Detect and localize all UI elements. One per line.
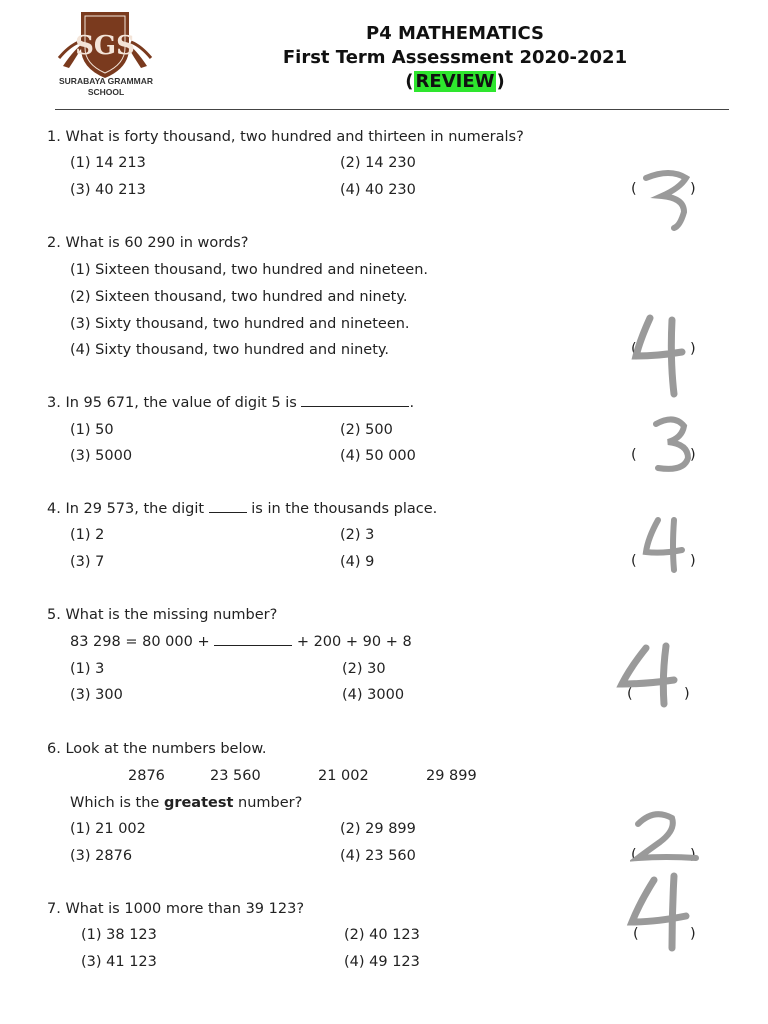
q5-option-4: (4) 3000 xyxy=(342,687,405,703)
q7-option-4: (4) 49 123 xyxy=(344,954,420,970)
school-logo xyxy=(55,8,155,80)
q3-answer-open: ( xyxy=(631,447,637,463)
q2-handwritten-answer xyxy=(628,310,688,400)
q6-answer-close: ) xyxy=(690,847,696,863)
q5-blank xyxy=(214,633,292,646)
q4-blank xyxy=(209,500,247,513)
q1-answer-close: ) xyxy=(690,181,696,197)
logo-letters: SGS xyxy=(75,31,135,61)
q6-option-4: (4) 23 560 xyxy=(340,848,416,864)
q6-option-1: (1) 21 002 xyxy=(70,821,146,837)
q3-option-3: (3) 5000 xyxy=(70,448,133,464)
q3-handwritten-answer xyxy=(648,414,696,474)
q7-answer-open: ( xyxy=(633,926,639,942)
school-name-line2: SCHOOL xyxy=(87,87,125,97)
question-5-stem: 5. What is the missing number? xyxy=(47,607,278,623)
q2-answer-close: ) xyxy=(690,341,696,357)
q5-answer-open: ( xyxy=(627,686,633,702)
q6-answer-open: ( xyxy=(631,847,637,863)
q4-answer-close: ) xyxy=(690,553,696,569)
q6-option-2: (2) 29 899 xyxy=(340,821,416,837)
q6-option-3: (3) 2876 xyxy=(70,848,133,864)
q1-option-2: (2) 14 230 xyxy=(340,155,416,171)
q5-option-1: (1) 3 xyxy=(70,661,105,677)
q1-option-4: (4) 40 230 xyxy=(340,182,416,198)
q5-equation: 83 298 = 80 000 + + 200 + 90 + 8 xyxy=(70,634,412,650)
q3-answer-close: ) xyxy=(690,447,696,463)
q3-option-1: (1) 50 xyxy=(70,422,114,438)
question-3-stem: 3. In 95 671, the value of digit 5 is . xyxy=(47,395,415,411)
q7-option-3: (3) 41 123 xyxy=(81,954,157,970)
school-name-line1: SURABAYA GRAMMAR xyxy=(59,76,153,86)
q7-answer-close: ) xyxy=(690,926,696,942)
q6-prompt: Which is the greatest number? xyxy=(70,795,303,811)
q3-option-4: (4) 50 000 xyxy=(340,448,416,464)
q5-answer-close: ) xyxy=(684,686,690,702)
q4-option-3: (3) 7 xyxy=(70,554,105,570)
question-1-stem: 1. What is forty thousand, two hundred and thirteen in numerals? xyxy=(47,129,524,145)
q5-option-3: (3) 300 xyxy=(70,687,123,703)
q2-option-1: (1) Sixteen thousand, two hundred and nineteen. xyxy=(70,262,428,278)
q4-option-4: (4) 9 xyxy=(340,554,375,570)
page-title: P4 MATHEMATICS xyxy=(366,23,544,44)
q4-handwritten-answer xyxy=(640,514,688,574)
page-subtitle: First Term Assessment 2020-2021 xyxy=(282,47,628,68)
q6-number-4: 29 899 xyxy=(426,768,477,784)
question-7-stem: 7. What is 1000 more than 39 123? xyxy=(47,901,305,917)
q1-option-1: (1) 14 213 xyxy=(70,155,146,171)
q6-number-3: 21 002 xyxy=(318,768,369,784)
question-6-stem: 6. Look at the numbers below. xyxy=(47,741,267,757)
q6-number-2: 23 560 xyxy=(210,768,261,784)
review-highlight: REVIEW xyxy=(415,71,495,92)
q2-option-4: (4) Sixty thousand, two hundred and ninety. xyxy=(70,342,390,358)
q2-option-2: (2) Sixteen thousand, two hundred and ninety. xyxy=(70,289,408,305)
q3-option-2: (2) 500 xyxy=(340,422,393,438)
q1-handwritten-answer xyxy=(640,168,696,232)
q4-option-2: (2) 3 xyxy=(340,527,375,543)
q4-answer-open: ( xyxy=(631,553,637,569)
q5-handwritten-answer xyxy=(616,642,680,708)
q3-blank xyxy=(301,394,409,407)
q6-number-1: 2876 xyxy=(128,768,165,784)
question-2-stem: 2. What is 60 290 in words? xyxy=(47,235,249,251)
q4-option-1: (1) 2 xyxy=(70,527,105,543)
q5-option-2: (2) 30 xyxy=(342,661,386,677)
header-divider xyxy=(55,109,729,110)
q7-option-2: (2) 40 123 xyxy=(344,927,420,943)
question-4-stem: 4. In 29 573, the digit is in the thousands place. xyxy=(47,501,438,517)
q2-answer-open: ( xyxy=(631,341,637,357)
q1-option-3: (3) 40 213 xyxy=(70,182,146,198)
review-label: ( REVIEW ) xyxy=(405,71,505,92)
q1-answer-open: ( xyxy=(631,181,637,197)
q2-option-3: (3) Sixty thousand, two hundred and nineteen. xyxy=(70,316,410,332)
q7-option-1: (1) 38 123 xyxy=(81,927,157,943)
